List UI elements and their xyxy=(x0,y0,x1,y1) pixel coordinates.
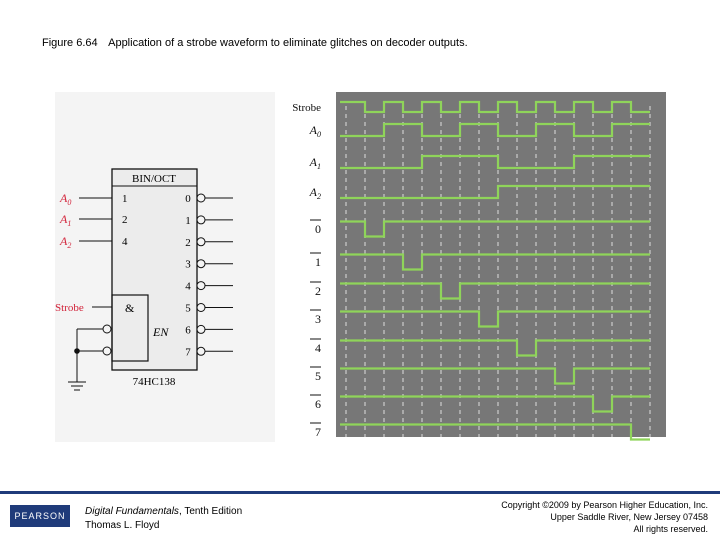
decoder-header: BIN/OCT xyxy=(132,173,176,185)
waveform-label-3: $A_2$ xyxy=(309,185,321,201)
figure-caption xyxy=(42,37,468,49)
output-number-6: 6 xyxy=(185,324,191,337)
timing-diagram-panel xyxy=(276,92,668,442)
junction-dot xyxy=(74,348,80,354)
figure-caption-text: Application of a strobe waveform to eliminate glitches on decoder outputs. xyxy=(108,37,468,49)
footer-divider xyxy=(0,491,720,494)
output-bubble-3 xyxy=(197,260,205,268)
book-edition: , Tenth Edition xyxy=(178,506,243,517)
enable-bubble-2 xyxy=(103,347,111,355)
waveform-label-1: $A_0$ xyxy=(309,123,321,139)
copyright xyxy=(501,499,708,535)
decoder-diagram-panel xyxy=(55,92,275,442)
output-number-1: 1 xyxy=(185,214,191,227)
publisher-logo: PEARSON xyxy=(10,505,70,527)
output-bubble-5 xyxy=(197,304,205,312)
strobe-input-label: Strobe xyxy=(55,302,84,314)
copyright-line-1: Copyright ©2009 by Pearson Higher Education, Inc. xyxy=(501,500,708,510)
waveform-label-11: 7 xyxy=(315,425,321,439)
waveform-labels xyxy=(292,102,321,439)
waveform-label-8: 4 xyxy=(315,341,321,355)
input-weight-1: 1 xyxy=(122,193,128,205)
output-number-5: 5 xyxy=(185,302,191,315)
output-number-7: 7 xyxy=(185,346,191,359)
copyright-line-2: Upper Saddle River, New Jersey 07458 xyxy=(550,512,708,522)
output-number-0: 0 xyxy=(185,193,191,205)
and-symbol: & xyxy=(125,301,135,315)
waveform-label-9: 5 xyxy=(315,369,321,383)
output-number-3: 3 xyxy=(185,258,191,271)
waveform-label-5: 1 xyxy=(315,255,321,269)
waveform-label-10: 6 xyxy=(315,397,321,411)
enable-inputs xyxy=(55,302,112,390)
output-bubble-4 xyxy=(197,282,205,290)
input-weight-4: 4 xyxy=(122,236,128,248)
output-number-4: 4 xyxy=(185,280,191,293)
book-title: Digital Fundamentals xyxy=(85,506,179,517)
input-label-a2: $A_2$ xyxy=(60,234,72,250)
input-weight-2: 2 xyxy=(122,214,128,226)
output-bubble-0 xyxy=(197,194,205,202)
waveform-label-7: 3 xyxy=(315,312,321,326)
enable-label: EN xyxy=(153,325,169,339)
waveform-label-0: Strobe xyxy=(292,102,321,114)
output-bubble-7 xyxy=(197,347,205,355)
waveform-label-2: $A_1$ xyxy=(309,155,321,171)
enable-bubble-1 xyxy=(103,325,111,333)
waveform-label-6: 2 xyxy=(315,284,321,298)
output-number-2: 2 xyxy=(185,236,191,249)
output-bubble-6 xyxy=(197,325,205,333)
waveform-label-4: 0 xyxy=(315,222,321,236)
copyright-line-3: All rights reserved. xyxy=(633,524,708,534)
figure-number: Figure 6.64 xyxy=(42,37,98,49)
timing-diagram xyxy=(276,92,668,442)
input-label-a1: $A_1$ xyxy=(60,212,72,228)
output-bubble-1 xyxy=(197,216,205,224)
book-author: Thomas L. Floyd xyxy=(85,520,160,531)
decoder-diagram xyxy=(55,92,275,442)
part-number: 74HC138 xyxy=(132,376,176,388)
output-bubble-2 xyxy=(197,238,205,246)
book-info xyxy=(85,505,242,533)
input-label-a0: $A_0$ xyxy=(60,191,72,207)
timing-background xyxy=(336,92,666,437)
